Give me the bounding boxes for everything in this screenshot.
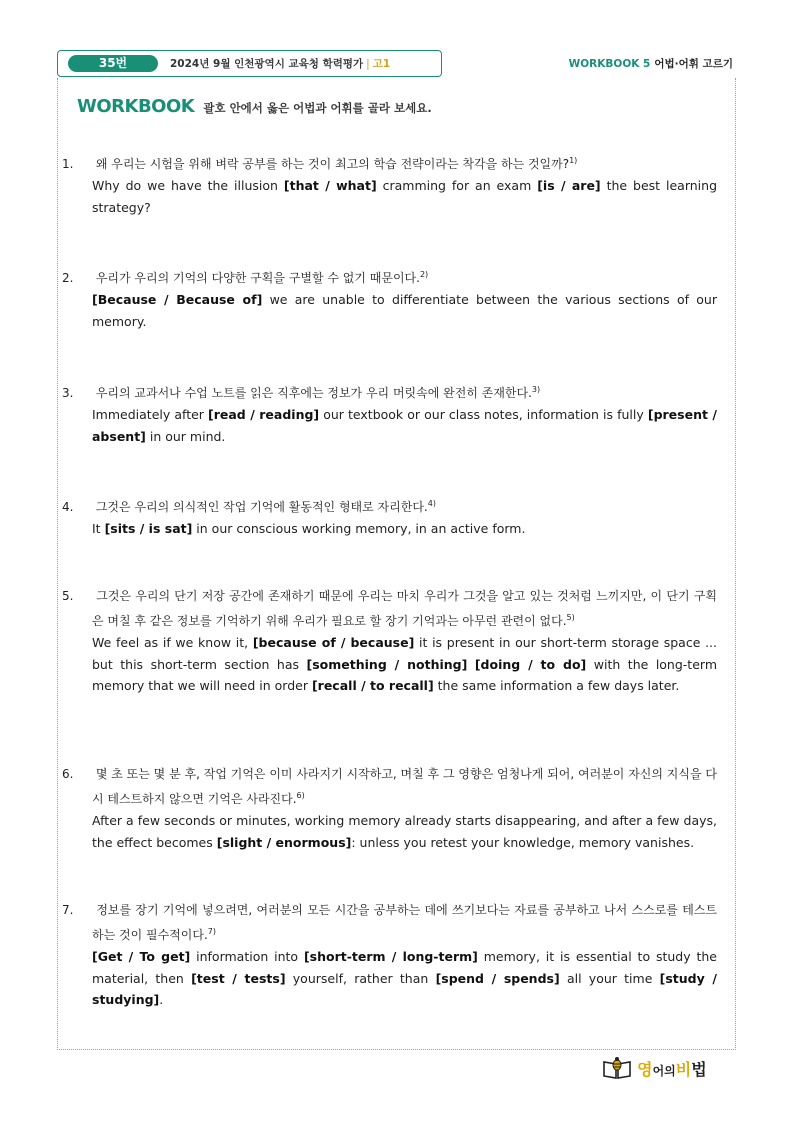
publisher-name — [637, 1060, 707, 1079]
title-separator: | — [366, 58, 370, 70]
korean-text: 정보를 장기 기억에 넣으려면, 여러분의 모든 시간을 공부하는 데에 쓰기보다는 자료를 공부하고 나서 스스로를 테스트하는 것이 필수적이다. — [92, 903, 717, 942]
english-sentence — [77, 289, 717, 332]
english-text: information into — [190, 949, 304, 964]
question-item-2 — [62, 264, 717, 332]
workbook-type: 어법·어휘 고르기 — [654, 58, 733, 70]
answer-choice[interactable]: [recall / to recall] — [311, 678, 434, 693]
footnote-ref: 3) — [531, 385, 541, 394]
answer-choice[interactable]: [present / absent] — [92, 407, 717, 444]
korean-sentence — [62, 493, 717, 518]
english-text: . — [159, 992, 164, 1007]
english-text: memory, it is essential to study the material, then — [92, 949, 717, 986]
item-number: 4. — [62, 500, 74, 514]
publisher-logo — [602, 1056, 707, 1082]
exam-title — [170, 56, 390, 71]
answer-choice[interactable]: [Get / To get] — [92, 949, 191, 964]
korean-sentence — [62, 764, 717, 810]
answer-choice[interactable]: [spend / spends] — [435, 970, 560, 986]
korean-text: 왜 우리는 시험을 위해 벼락 공부를 하는 것이 최고의 학습 전략이라는 착각을 하는 것일까? — [92, 157, 570, 171]
footnote-ref: 2) — [419, 270, 429, 279]
item-number: 6. — [62, 767, 74, 781]
english-text: it is present in our short-term storage space ... but this short-term section has — [92, 635, 718, 672]
answer-choice[interactable]: [is / are] — [537, 178, 601, 193]
item-number: 7. — [62, 903, 74, 917]
english-sentence — [77, 810, 717, 853]
answer-choice[interactable]: [slight / enormous] — [216, 834, 352, 850]
korean-text: 우리가 우리의 기억의 다양한 구획을 구별할 수 없기 때문이다. — [92, 271, 420, 285]
header-box — [57, 50, 442, 77]
question-item-3 — [62, 379, 717, 447]
question-item-4 — [62, 493, 717, 540]
english-sentence — [77, 404, 717, 447]
answer-choice[interactable]: [read / reading] — [208, 407, 320, 422]
logo-char-2: 어의 — [652, 1063, 676, 1078]
english-text — [467, 657, 475, 672]
footnote-ref: 5) — [566, 613, 575, 622]
korean-sentence — [62, 264, 717, 289]
answer-choice[interactable]: [because of / because] — [252, 635, 415, 650]
item-number: 3. — [62, 386, 74, 400]
english-text: all your time — [559, 970, 660, 986]
korean-text: 몇 초 또는 몇 분 후, 작업 기억은 이미 사라지기 시작하고, 며칠 후 그 영향은 엄청나게 되어, 여러분이 자신의 지식을 다시 테스트하지 않으면 기억은 사라진다. — [92, 767, 717, 806]
korean-text: 우리의 교과서나 수업 노트를 읽은 직후에는 정보가 우리 머릿속에 완전히 존재한다. — [92, 386, 532, 400]
english-text: our textbook or our class notes, information is fully — [319, 407, 648, 422]
footnote-ref: 6) — [296, 791, 305, 800]
footnote-ref: 1) — [569, 156, 578, 165]
answer-choice[interactable]: [that / what] — [283, 178, 377, 193]
korean-sentence — [62, 379, 717, 404]
logo-char-3: 비 — [675, 1059, 692, 1079]
logo-char-4: 법 — [691, 1059, 707, 1079]
english-text: : unless you retest your knowledge, memory vanishes. — [351, 834, 695, 850]
exam-title-text: 2024년 9월 인천광역시 교육청 학력평가 — [170, 58, 364, 70]
book-bee-icon — [602, 1056, 632, 1080]
english-text: in our conscious working memory, in an active form. — [192, 521, 526, 536]
english-text: with the long-term memory that we will need in order — [92, 656, 717, 693]
english-text: we are unable to differentiate between the various sections of our memory. — [92, 292, 717, 329]
korean-sentence — [62, 900, 717, 946]
answer-choice[interactable]: [Because / Because of] — [92, 292, 263, 307]
question-number-badge: 35번 — [68, 55, 158, 72]
korean-text: 그것은 우리의 의식적인 작업 기억에 활동적인 형태로 자리한다. — [92, 500, 428, 514]
english-sentence — [77, 946, 717, 1011]
workbook-logo: WORKBOOK — [77, 96, 195, 117]
english-text: It — [92, 521, 105, 536]
english-text: Immediately after — [92, 407, 209, 422]
item-number: 1. — [62, 157, 74, 171]
workbook-number: WORKBOOK 5 — [568, 58, 651, 70]
english-text: the best learning strategy? — [92, 178, 718, 215]
question-item-6 — [62, 764, 717, 853]
answer-choice[interactable]: [doing / to do] — [474, 656, 587, 672]
answer-choice[interactable]: [study / studying] — [92, 970, 717, 1007]
question-item-1 — [62, 150, 718, 218]
question-item-7 — [62, 900, 717, 1011]
english-text: yourself, rather than — [285, 970, 436, 986]
english-text: After a few seconds or minutes, working memory already starts disappearing, and after a few days, the effect becomes — [92, 813, 717, 850]
korean-text: 그것은 우리의 단기 저장 공간에 존재하기 때문에 우리는 마치 우리가 그것을 알고 있는 것처럼 느끼지만, 이 단기 구획은 며칠 후 같은 정보를 기억하기 위해 우리가 필요로 할 장기 기억과는 아무런 관련이 없다. — [92, 589, 717, 628]
question-item-5 — [62, 586, 718, 697]
korean-sentence — [62, 586, 717, 632]
item-number: 2. — [62, 271, 74, 285]
english-text: Why do we have the illusion — [92, 178, 284, 193]
english-sentence — [77, 632, 717, 697]
answer-choice[interactable]: [something / nothing] — [306, 656, 468, 672]
logo-char-1: 영 — [637, 1059, 653, 1079]
footnote-ref: 4) — [427, 499, 436, 508]
item-number: 5. — [62, 589, 74, 603]
answer-choice[interactable]: [sits / is sat] — [104, 521, 193, 536]
english-text: the same information a few days later. — [433, 678, 680, 693]
english-text: We feel as if we know it, — [92, 635, 253, 650]
answer-choice[interactable]: [test / tests] — [191, 970, 286, 986]
korean-sentence — [62, 150, 717, 175]
english-sentence — [77, 175, 717, 218]
english-text: cramming for an exam — [376, 178, 538, 193]
answer-choice[interactable]: [short-term / long-term] — [303, 949, 478, 964]
english-text: in our mind. — [145, 428, 226, 444]
grade-label: 고1 — [372, 58, 391, 70]
instruction — [77, 96, 432, 117]
instruction-text: 괄호 안에서 옳은 어법과 어휘를 골라 보세요. — [203, 101, 432, 115]
footnote-ref: 7) — [207, 927, 216, 936]
english-sentence — [77, 518, 717, 540]
workbook-tag — [569, 56, 733, 71]
